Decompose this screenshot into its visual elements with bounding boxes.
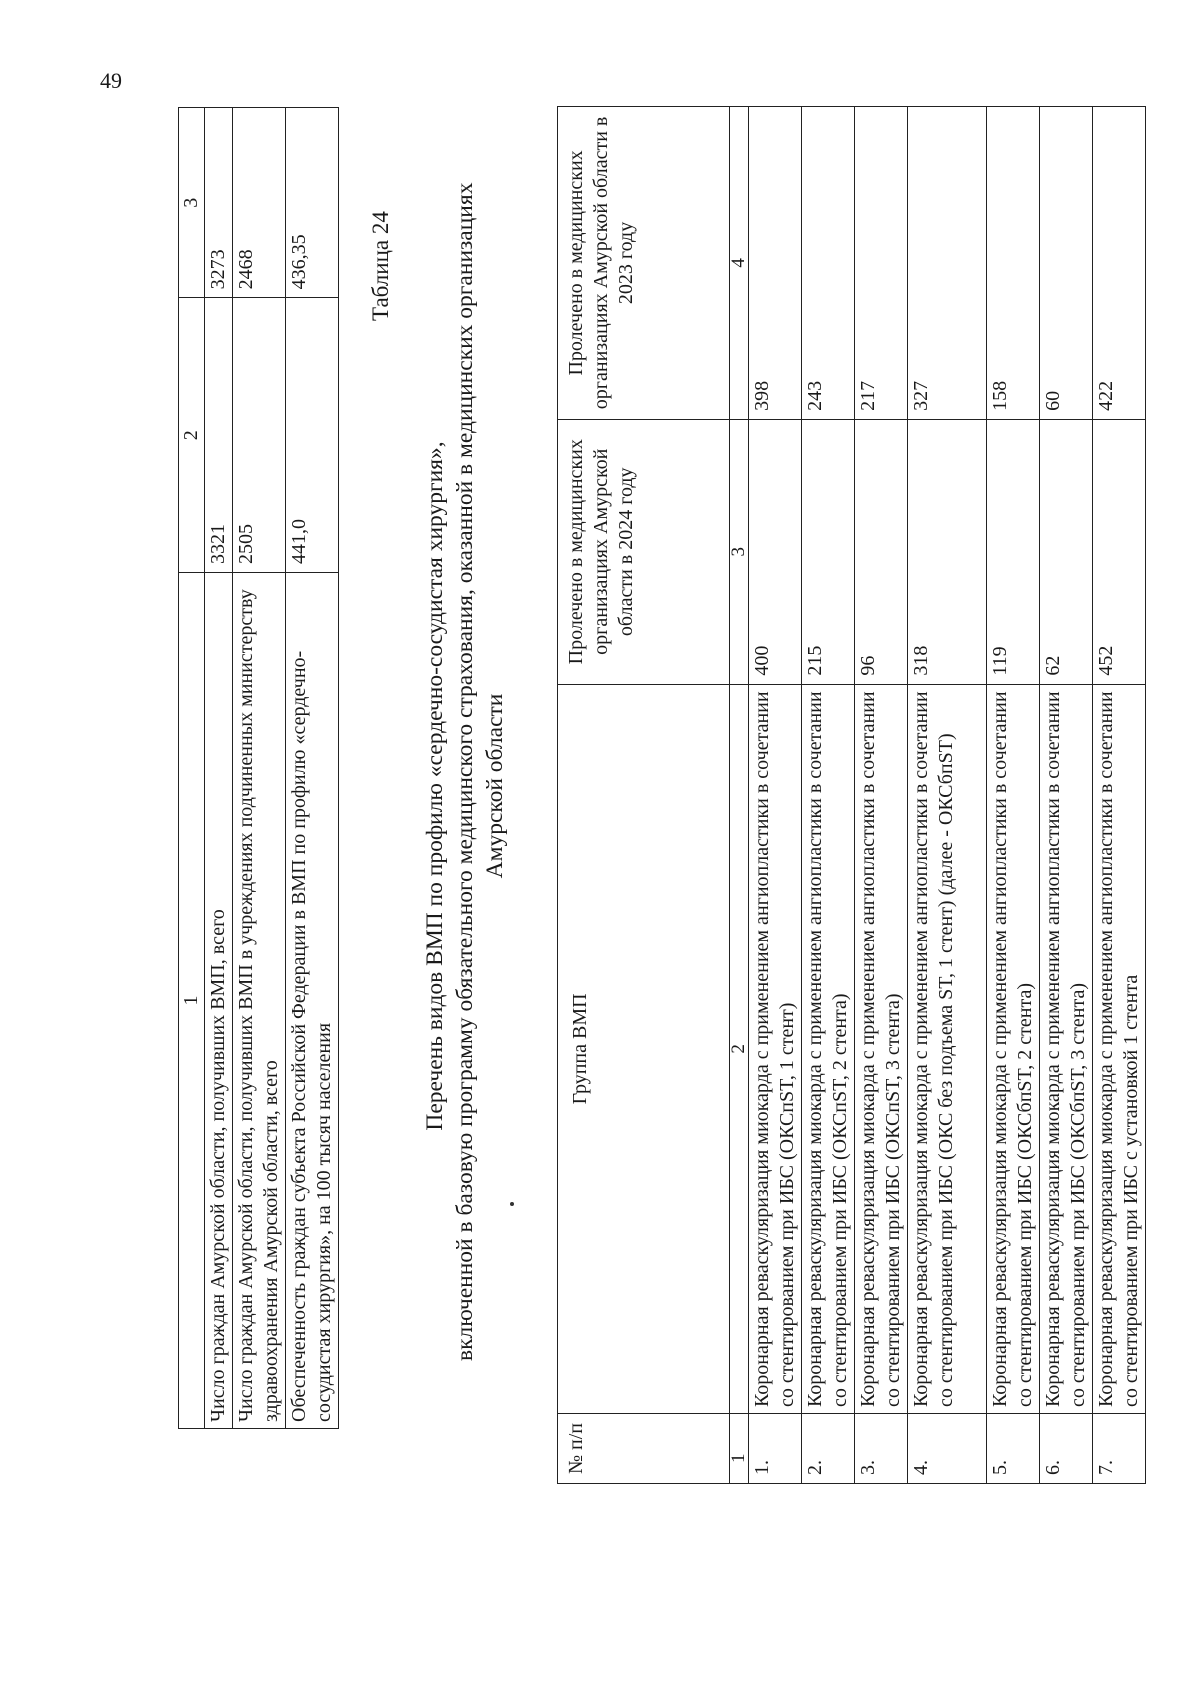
value-cell: 441,0 bbox=[286, 298, 339, 573]
treated-2023: 327 bbox=[908, 107, 987, 420]
value-cell: 2468 bbox=[233, 108, 286, 298]
row-number: 4. bbox=[908, 1414, 987, 1484]
table-label: Таблица 24 bbox=[368, 211, 393, 321]
column-number: 2 bbox=[179, 298, 205, 573]
treated-2023: 243 bbox=[802, 107, 855, 420]
treated-2023: 217 bbox=[855, 107, 908, 420]
vmp-group: Коронарная реваскуляризация миокарда с применением ангиопластики в сочетании со стентированием при ИБС с установкой 1 стента bbox=[1093, 684, 1146, 1413]
treated-2024: 119 bbox=[987, 419, 1040, 684]
header-num: № п/п bbox=[558, 1414, 730, 1484]
value-cell: 2505 bbox=[233, 298, 286, 573]
title-line: Амурской области bbox=[482, 693, 508, 879]
treated-2024: 318 bbox=[908, 419, 987, 684]
vmp-group: Коронарная реваскуляризация миокарда с применением ангиопластики в сочетании со стентированием при ИБС (ОКС без подъема ST, 1 стент) (далее - ОКСбпST) bbox=[908, 684, 987, 1413]
treated-2024: 96 bbox=[855, 419, 908, 684]
table-row bbox=[1093, 107, 1146, 1484]
vmp-group: Коронарная реваскуляризация миокарда с применением ангиопластики в сочетании со стентированием при ИБС (ОКСбпST, 2 стента) bbox=[987, 684, 1040, 1413]
table-row bbox=[987, 107, 1040, 1484]
table-row bbox=[855, 107, 908, 1484]
row-number: 2. bbox=[802, 1414, 855, 1484]
header-group: Группа ВМП bbox=[558, 684, 730, 1413]
treated-2024: 400 bbox=[749, 419, 802, 684]
row-number: 6. bbox=[1040, 1414, 1093, 1484]
title-line: включенной в базовую программу обязательного медицинского страхования, оказанной в медицинских организациях bbox=[452, 182, 478, 1361]
vmp-group: Коронарная реваскуляризация миокарда с применением ангиопластики в сочетании со стентированием при ИБС (ОКСпST, 2 стента) bbox=[802, 684, 855, 1413]
continued-table bbox=[178, 107, 339, 1429]
treated-2024: 62 bbox=[1040, 419, 1093, 684]
column-number: 1 bbox=[179, 573, 205, 1429]
treated-2023: 158 bbox=[987, 107, 1040, 420]
header-treated-2024: Пролечено в медицинских организациях Амурской области в 2024 году bbox=[558, 419, 730, 684]
table-row bbox=[205, 108, 233, 1429]
value-cell: 3321 bbox=[205, 298, 233, 573]
treated-2023: 60 bbox=[1040, 107, 1093, 420]
table-24 bbox=[557, 106, 1146, 1484]
header-treated-2023: Пролечено в медицинских организациях Амурской области в 2023 году bbox=[558, 107, 730, 420]
row-label: Обеспеченность граждан субъекта Российской Федерации в ВМП по профилю «сердечно-сосудистая хирургия», на 100 тысяч населения bbox=[286, 573, 339, 1429]
stray-dot bbox=[510, 1202, 514, 1206]
vmp-group: Коронарная реваскуляризация миокарда с применением ангиопластики в сочетании со стентированием при ИБС (ОКСбпST, 3 стента) bbox=[1040, 684, 1093, 1413]
table-row bbox=[233, 108, 286, 1429]
table-row bbox=[802, 107, 855, 1484]
vmp-group: Коронарная реваскуляризация миокарда с применением ангиопластики в сочетании со стентированием при ИБС (ОКСпST, 3 стента) bbox=[855, 684, 908, 1413]
column-number: 3 bbox=[179, 108, 205, 298]
row-label: Число граждан Амурской области, получивших ВМП, всего bbox=[205, 573, 233, 1429]
row-number: 3. bbox=[855, 1414, 908, 1484]
vmp-group: Коронарная реваскуляризация миокарда с применением ангиопластики в сочетании со стентированием при ИБС (ОКСпST, 1 стент) bbox=[749, 684, 802, 1413]
column-number: 3 bbox=[730, 419, 749, 684]
row-number: 7. bbox=[1093, 1414, 1146, 1484]
value-cell: 436,35 bbox=[286, 108, 339, 298]
table-row bbox=[286, 108, 339, 1429]
column-number: 4 bbox=[730, 107, 749, 420]
treated-2023: 398 bbox=[749, 107, 802, 420]
column-number: 1 bbox=[730, 1414, 749, 1484]
table-row bbox=[1040, 107, 1093, 1484]
table-title bbox=[420, 182, 510, 1361]
column-number-row bbox=[730, 107, 749, 1484]
treated-2024: 215 bbox=[802, 419, 855, 684]
row-label: Число граждан Амурской области, получивших ВМП в учреждениях подчиненных министерству здравоохранения Амурской области, всего bbox=[233, 573, 286, 1429]
treated-2024: 452 bbox=[1093, 419, 1146, 684]
table-row bbox=[749, 107, 802, 1484]
value-cell: 3273 bbox=[205, 108, 233, 298]
column-number-row bbox=[179, 108, 205, 1429]
row-number: 1. bbox=[749, 1414, 802, 1484]
table-row bbox=[908, 107, 987, 1484]
page-number: 49 bbox=[100, 68, 122, 93]
title-line: Перечень видов ВМП по профилю «сердечно-сосудистая хирургия», bbox=[422, 441, 448, 1131]
column-number: 2 bbox=[730, 684, 749, 1413]
header-row bbox=[558, 107, 730, 1484]
treated-2023: 422 bbox=[1093, 107, 1146, 420]
row-number: 5. bbox=[987, 1414, 1040, 1484]
